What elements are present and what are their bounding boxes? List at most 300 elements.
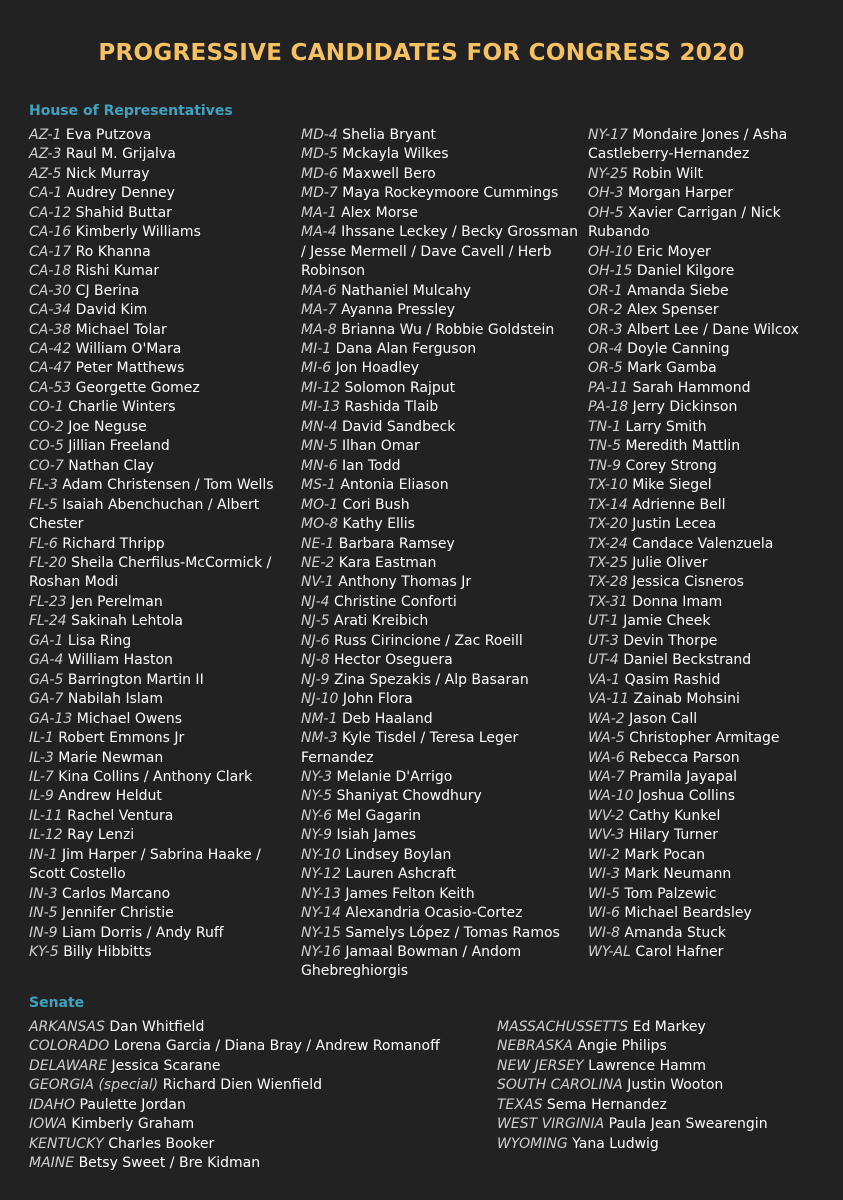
list-item	[301, 690, 586, 709]
list-item	[301, 437, 586, 456]
house-column-3	[588, 126, 828, 962]
candidate-name: Eric Moyer	[636, 243, 711, 260]
candidate-name: Richard Dien Wienfield	[162, 1077, 323, 1094]
candidate-name: Alex Spenser	[627, 302, 719, 319]
list-item	[29, 1096, 469, 1115]
list-item	[301, 165, 586, 184]
list-item	[588, 184, 828, 203]
district-code: MS-1	[301, 477, 336, 494]
list-item	[301, 223, 586, 281]
candidate-name: Tom Palzewic	[624, 885, 717, 902]
list-item	[301, 768, 586, 787]
list-item	[29, 165, 294, 184]
candidate-name: Devin Thorpe	[623, 632, 718, 649]
district-code: WI-5	[588, 885, 620, 902]
candidate-name: Michael Owens	[76, 710, 183, 727]
district-code: KY-5	[29, 944, 59, 961]
district-code: TN-1	[588, 418, 621, 435]
candidate-name: Nick Murray	[65, 165, 150, 182]
list-item	[301, 651, 586, 670]
candidate-name: Zainab Mohsini	[633, 691, 740, 708]
candidate-name: Cathy Kunkel	[628, 807, 721, 824]
candidate-name: Kina Collins / Anthony Clark	[58, 768, 253, 785]
candidate-name: Shaniyat Chowdhury	[336, 788, 482, 805]
candidate-name: David Sandbeck	[341, 418, 456, 435]
district-code: OR-4	[588, 340, 623, 357]
district-code: GA-1	[29, 632, 64, 649]
district-code: MASSACHUSSETTS	[497, 1019, 629, 1035]
candidate-name: Hilary Turner	[628, 827, 719, 844]
list-item	[29, 1135, 469, 1154]
district-code: MA-1	[301, 204, 337, 221]
list-item	[301, 826, 586, 845]
candidate-name: Adrienne Bell	[632, 496, 726, 513]
candidate-name: Adam Christensen / Tom Wells	[62, 477, 274, 494]
list-item	[29, 651, 294, 670]
district-code: TX-31	[588, 593, 628, 610]
candidate-name: Mike Siegel	[632, 477, 712, 494]
candidate-name: Marie Newman	[58, 749, 164, 766]
list-item	[588, 398, 828, 417]
candidate-name: Amanda Stuck	[624, 924, 727, 941]
district-code: NEW JERSEY	[497, 1057, 584, 1074]
candidate-name: Angie Philips	[577, 1038, 667, 1055]
candidate-name: Pramila Jayapal	[629, 768, 738, 785]
list-item	[29, 437, 294, 456]
list-item	[588, 457, 828, 476]
candidate-name: Ray Lenzi	[67, 827, 135, 844]
list-item	[29, 1076, 469, 1095]
district-code: FL-3	[29, 477, 58, 494]
district-code: GA-5	[29, 671, 64, 688]
list-item	[301, 904, 586, 923]
district-code: MN-6	[301, 457, 338, 474]
candidate-name: Robin Wilt	[632, 165, 703, 182]
district-code: PA-18	[588, 399, 629, 416]
candidate-name: Candace Valenzuela	[632, 535, 774, 552]
list-item	[588, 943, 828, 962]
list-item	[497, 1037, 827, 1056]
list-item	[29, 1057, 469, 1076]
candidate-name: Rebecca Parson	[629, 749, 740, 766]
candidate-name: Mark Pocan	[624, 846, 706, 863]
district-code: ARKANSAS	[29, 1019, 105, 1035]
district-code: OR-5	[588, 360, 623, 377]
district-code: SOUTH CAROLINA	[497, 1077, 623, 1094]
list-item	[588, 749, 828, 768]
list-item	[588, 321, 828, 340]
candidate-name: Daniel Kilgore	[636, 263, 735, 280]
list-item	[29, 282, 294, 301]
district-code: WYOMING	[497, 1135, 568, 1152]
list-item	[301, 398, 586, 417]
district-code: OH-10	[588, 243, 633, 260]
district-code: NY-6	[301, 807, 333, 824]
list-item	[301, 476, 586, 495]
candidate-name: Anthony Thomas Jr	[338, 574, 472, 591]
district-code: NJ-5	[301, 613, 330, 630]
district-code: AZ-5	[29, 165, 62, 182]
candidate-name: Julie Oliver	[632, 554, 708, 571]
list-item	[29, 943, 294, 962]
list-item	[29, 398, 294, 417]
candidate-name: Sheila Cherfilus-McCormick / Roshan Modi	[29, 554, 272, 591]
candidate-name: Mel Gagarin	[336, 807, 421, 824]
district-code: FL-23	[29, 593, 67, 610]
district-code: OH-5	[588, 204, 624, 221]
list-item	[29, 632, 294, 651]
candidate-name: William Haston	[67, 652, 173, 669]
district-code: GA-4	[29, 652, 64, 669]
candidate-name: David Kim	[75, 302, 148, 319]
candidate-name: Alexandria Ocasio-Cortez	[345, 905, 523, 922]
list-item	[588, 496, 828, 515]
list-item	[588, 807, 828, 826]
list-item	[497, 1115, 827, 1134]
candidate-name: Jen Perelman	[71, 593, 163, 610]
district-code: NY-9	[301, 827, 333, 844]
district-code: NY-10	[301, 846, 341, 863]
district-code: UT-3	[588, 632, 619, 649]
candidate-name: Richard Thripp	[62, 535, 165, 552]
district-code: TX-25	[588, 554, 628, 571]
list-item	[588, 535, 828, 554]
list-item	[588, 729, 828, 748]
page-title: PROGRESSIVE CANDIDATES FOR CONGRESS 2020	[98, 40, 745, 66]
district-code: IN-5	[29, 905, 58, 922]
list-item	[301, 379, 586, 398]
list-item	[301, 145, 586, 164]
list-item	[301, 535, 586, 554]
list-item	[301, 126, 586, 145]
candidate-name: Kara Eastman	[338, 554, 437, 571]
list-item	[29, 885, 294, 904]
candidate-name: Lisa Ring	[67, 632, 132, 649]
list-item	[29, 924, 294, 943]
candidate-name: Shelia Bryant	[342, 127, 437, 143]
district-code: CA-42	[29, 340, 72, 357]
list-item	[29, 554, 294, 593]
list-item	[588, 554, 828, 573]
district-code: MA-8	[301, 321, 337, 338]
candidate-name: Mark Gamba	[627, 360, 717, 377]
district-code: CA-53	[29, 379, 72, 396]
candidate-name: Georgette Gomez	[75, 379, 200, 396]
list-item	[29, 1115, 469, 1134]
candidate-name: Melanie D'Arrigo	[336, 768, 453, 785]
district-code: NE-2	[301, 554, 335, 571]
district-code: NY-3	[301, 768, 333, 785]
list-item	[301, 632, 586, 651]
list-item	[301, 554, 586, 573]
district-code: WA-10	[588, 788, 634, 805]
candidate-name: Jillian Freeland	[68, 438, 170, 455]
district-code: GEORGIA (special)	[29, 1077, 159, 1094]
candidate-name: Michael Tolar	[75, 321, 167, 338]
candidate-name: Lorena Garcia / Diana Bray / Andrew Romanoff	[113, 1038, 440, 1055]
list-item	[588, 846, 828, 865]
candidate-name: Mondaire Jones / Asha Castleberry-Hernandez	[588, 127, 788, 163]
candidate-name: Lindsey Boylan	[345, 846, 452, 863]
candidate-name: Ihssane Leckey / Becky Grossman / Jesse Mermell / Dave Cavell / Herb Robinson	[301, 224, 578, 280]
district-code: IN-9	[29, 924, 58, 941]
list-item	[29, 535, 294, 554]
list-item	[301, 671, 586, 690]
district-code: NM-3	[301, 730, 338, 747]
candidate-name: Jim Harper / Sabrina Haake / Scott Costello	[29, 846, 261, 883]
candidate-name: Joe Neguse	[68, 418, 147, 435]
district-code: TN-9	[588, 457, 621, 474]
district-code: CO-2	[29, 418, 64, 435]
candidate-name: Cori Bush	[342, 496, 410, 513]
district-code: NJ-10	[301, 691, 339, 708]
list-item	[588, 593, 828, 612]
district-code: AZ-1	[29, 127, 62, 143]
district-code: CA-30	[29, 282, 72, 299]
list-item	[301, 943, 586, 982]
list-item	[29, 710, 294, 729]
district-code: MA-7	[301, 302, 337, 319]
list-item	[588, 651, 828, 670]
candidate-name: Zina Spezakis / Alp Basaran	[334, 671, 529, 688]
candidate-name: Jon Hoadley	[335, 360, 419, 377]
list-item	[588, 126, 828, 165]
candidate-name: Carlos Marcano	[62, 885, 171, 902]
candidate-name: Jessica Scarane	[111, 1057, 221, 1074]
candidate-name: Barbara Ramsey	[338, 535, 455, 552]
district-code: NY-15	[301, 924, 341, 941]
list-item	[29, 359, 294, 378]
district-code: DELAWARE	[29, 1057, 108, 1074]
district-code: CA-34	[29, 302, 72, 319]
list-item	[301, 593, 586, 612]
district-code: TX-10	[588, 477, 628, 494]
list-item	[588, 885, 828, 904]
candidate-name: Robert Emmons Jr	[58, 730, 185, 747]
candidate-name: Jennifer Christie	[62, 905, 174, 922]
list-item	[588, 301, 828, 320]
district-code: IL-11	[29, 807, 63, 824]
district-code: OR-1	[588, 282, 623, 299]
candidate-name: Billy Hibbitts	[63, 944, 152, 961]
list-item	[497, 1057, 827, 1076]
list-item	[29, 145, 294, 164]
district-code: NJ-6	[301, 632, 330, 649]
district-code: MA-4	[301, 224, 337, 241]
candidate-name: Deb Haaland	[341, 710, 433, 727]
list-item	[588, 573, 828, 592]
candidate-name: Antonia Eliason	[340, 477, 449, 494]
list-item	[29, 321, 294, 340]
district-code: NY-25	[588, 165, 628, 182]
district-code: NY-13	[301, 885, 341, 902]
list-item	[29, 418, 294, 437]
district-code: NEBRASKA	[497, 1038, 573, 1055]
candidate-name: Carol Hafner	[635, 944, 724, 961]
candidate-name: Nathan Clay	[68, 457, 155, 474]
list-item	[301, 359, 586, 378]
district-code: TEXAS	[497, 1096, 543, 1113]
candidate-name: Justin Lecea	[632, 516, 717, 533]
list-item	[301, 710, 586, 729]
list-item	[588, 632, 828, 651]
candidate-name: Paula Jean Swearengin	[608, 1116, 768, 1133]
candidate-name: Isiah James	[336, 827, 416, 844]
district-code: WI-8	[588, 924, 620, 941]
candidate-name: Raul M. Grijalva	[65, 146, 176, 163]
list-item	[29, 768, 294, 787]
candidate-name: Betsy Sweet / Bre Kidman	[78, 1155, 261, 1172]
district-code: IDAHO	[29, 1096, 76, 1113]
list-item	[29, 340, 294, 359]
list-item	[29, 749, 294, 768]
candidate-name: Kathy Ellis	[342, 516, 415, 533]
candidate-name: Sakinah Lehtola	[71, 613, 183, 630]
district-code: NY-12	[301, 866, 341, 883]
list-item	[29, 126, 294, 145]
candidate-name: Lawrence Hamm	[588, 1057, 706, 1074]
district-code: MD-7	[301, 185, 338, 202]
district-code: GA-7	[29, 691, 64, 708]
district-code: TX-20	[588, 516, 628, 533]
list-item	[588, 924, 828, 943]
district-code: WY-AL	[588, 944, 631, 961]
list-item	[497, 1076, 827, 1095]
list-item	[588, 282, 828, 301]
list-item	[588, 865, 828, 884]
list-item	[588, 204, 828, 243]
list-item	[301, 418, 586, 437]
list-item	[29, 496, 294, 535]
district-code: TX-24	[588, 535, 628, 552]
district-code: TX-14	[588, 496, 628, 513]
candidate-name: Corey Strong	[625, 457, 717, 474]
candidate-name: Christine Conforti	[334, 593, 457, 610]
candidate-name: Daniel Beckstrand	[623, 652, 752, 669]
candidate-name: James Felton Keith	[345, 885, 475, 902]
district-code: OR-3	[588, 321, 623, 338]
candidate-name: Jamaal Bowman / Andom Ghebreghiorgis	[301, 944, 522, 980]
district-code: OH-3	[588, 185, 624, 202]
senate-column-2	[497, 1018, 827, 1154]
senate-heading: Senate	[29, 995, 85, 1011]
candidate-name: Solomon Rajput	[344, 379, 456, 396]
district-code: CO-7	[29, 457, 64, 474]
list-item	[29, 262, 294, 281]
list-item	[301, 787, 586, 806]
list-item	[588, 243, 828, 262]
list-item	[29, 593, 294, 612]
list-item	[301, 865, 586, 884]
candidate-name: Ro Khanna	[75, 243, 151, 260]
candidate-name: Isaiah Abenchuchan / Albert Chester	[29, 496, 260, 533]
senate-column-1	[29, 1018, 469, 1174]
list-item	[301, 321, 586, 340]
list-item	[588, 165, 828, 184]
district-code: CA-16	[29, 224, 72, 241]
list-item	[588, 787, 828, 806]
district-code: VA-11	[588, 691, 630, 708]
district-code: MI-13	[301, 399, 341, 416]
candidate-name: Ian Todd	[341, 457, 401, 474]
list-item	[29, 1037, 469, 1056]
list-item	[301, 301, 586, 320]
house-column-2	[301, 126, 586, 982]
house-heading: House of Representatives	[29, 103, 233, 119]
candidate-name: Nabilah Islam	[67, 691, 163, 708]
district-code: OR-2	[588, 302, 623, 319]
list-item	[301, 340, 586, 359]
candidate-name: Amanda Siebe	[627, 282, 729, 299]
candidate-name: Kimberly Graham	[71, 1116, 195, 1133]
list-item	[301, 573, 586, 592]
list-item	[588, 710, 828, 729]
district-code: MD-6	[301, 165, 338, 182]
list-item	[497, 1096, 827, 1115]
candidate-name: Dan Whitfield	[109, 1019, 205, 1035]
district-code: WEST VIRGINIA	[497, 1116, 605, 1133]
list-item	[301, 612, 586, 631]
candidate-name: Michael Beardsley	[624, 905, 752, 922]
list-item	[588, 690, 828, 709]
list-item	[301, 282, 586, 301]
district-code: FL-24	[29, 613, 67, 630]
candidate-name: Liam Dorris / Andy Ruff	[62, 924, 224, 941]
list-item	[29, 729, 294, 748]
list-item	[301, 184, 586, 203]
candidate-name: Sarah Hammond	[632, 379, 751, 396]
candidate-name: Ilhan Omar	[341, 438, 420, 455]
candidate-name: Nathaniel Mulcahy	[341, 282, 472, 299]
list-item	[29, 223, 294, 242]
district-code: NJ-9	[301, 671, 330, 688]
list-item	[29, 787, 294, 806]
district-code: OH-15	[588, 263, 633, 280]
district-code: MI-1	[301, 340, 332, 357]
candidate-name: Alex Morse	[341, 204, 418, 221]
district-code: CA-18	[29, 263, 72, 280]
district-code: FL-6	[29, 535, 58, 552]
candidate-name: Charles Booker	[108, 1135, 215, 1152]
district-code: IN-3	[29, 885, 58, 902]
list-item	[497, 1135, 827, 1154]
district-code: MO-8	[301, 516, 339, 533]
district-code: NJ-4	[301, 593, 330, 610]
district-code: MN-5	[301, 438, 338, 455]
district-code: CA-47	[29, 360, 72, 377]
candidate-name: Albert Lee / Dane Wilcox	[627, 321, 799, 338]
district-code: IL-1	[29, 730, 54, 747]
list-item	[588, 476, 828, 495]
candidate-name: Paulette Jordan	[79, 1096, 186, 1113]
candidate-name: Kyle Tisdel / Teresa Leger Fernandez	[301, 730, 519, 766]
candidate-name: Meredith Mattlin	[625, 438, 741, 455]
candidate-name: Kimberly Williams	[75, 224, 201, 241]
district-code: MD-4	[301, 127, 338, 143]
candidate-name: Doyle Canning	[627, 340, 730, 357]
district-code: VA-1	[588, 671, 621, 688]
candidate-name: Charlie Winters	[68, 399, 176, 416]
candidate-name: Joshua Collins	[638, 788, 735, 805]
list-item	[29, 826, 294, 845]
district-code: WA-2	[588, 710, 625, 727]
candidate-name: Rashida Tlaib	[344, 399, 439, 416]
district-code: CO-5	[29, 438, 64, 455]
candidate-name: Justin Wooton	[627, 1077, 724, 1094]
candidate-name: Lauren Ashcraft	[345, 866, 457, 883]
district-code: IL-3	[29, 749, 54, 766]
house-column-1	[29, 126, 294, 962]
